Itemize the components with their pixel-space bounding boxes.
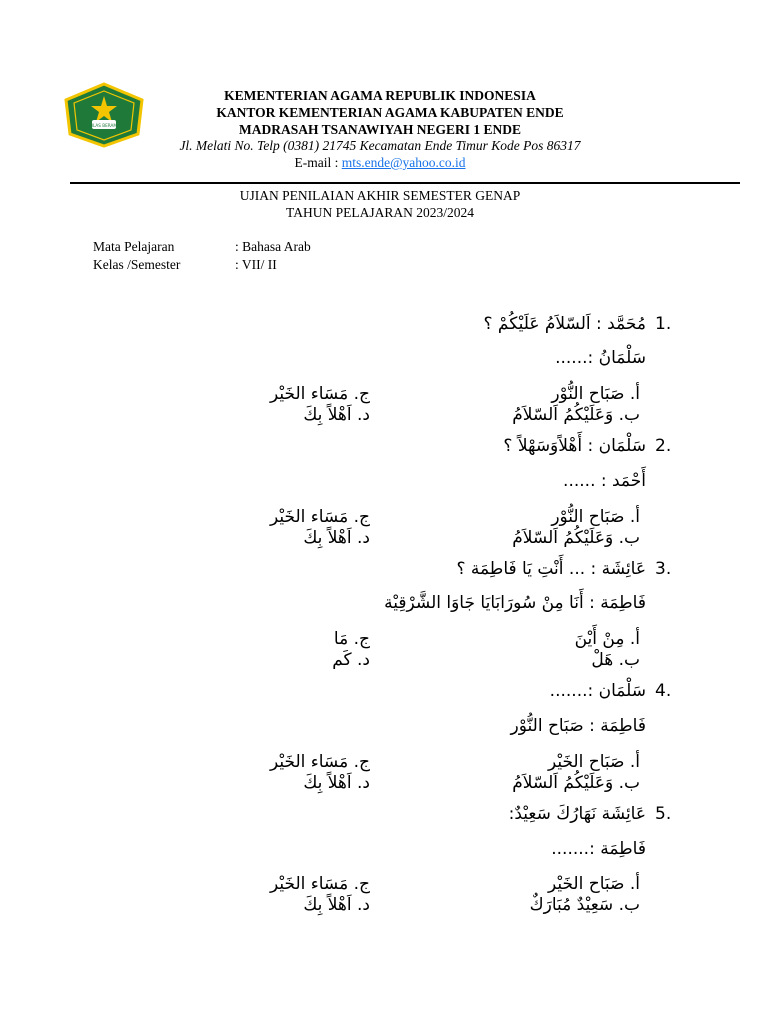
question-number: 3. (655, 559, 672, 579)
exam-year: TAHUN PELAJARAN 2023/2024 (286, 205, 474, 220)
option-a: أ. صَبَاح الخَيْر (547, 874, 640, 894)
question-response: فَاطِمَة :....... (551, 839, 646, 859)
question-prompt: عَائِشَة نَهَارُكَ سَعِيْدٌ: (508, 804, 646, 824)
question-number: 1. (655, 314, 672, 334)
option-d: د. اَهْلاً بِكَ (303, 528, 370, 548)
letterhead-divider (70, 182, 740, 184)
class-label: Kelas /Semester (93, 257, 181, 272)
school-name: MADRASAH TSANAWIYAH NEGERI 1 ENDE (238, 122, 522, 137)
school-address: Jl. Melati No. Telp (0381) 21745 Kecamatan Ende Timur Kode Pos 86317 (179, 138, 581, 153)
option-b: ب. سَعِيْدٌ مُبَارَكٌ (529, 895, 640, 915)
option-b: ب. وَعَلَيْكُمُ اَلسّلاَمُ (512, 773, 640, 793)
email-line (150, 154, 610, 171)
option-d: د. اَهْلاً بِكَ (303, 773, 370, 793)
option-c: ج. مَسَاء الخَيْر (269, 384, 370, 404)
question-prompt: سَلْمَان : أَهْلاًوَسَهْلاً ؟ (503, 436, 646, 456)
ministry-name: KEMENTERIAN AGAMA REPUBLIK INDONESIA (224, 88, 536, 103)
email-link[interactable]: mts.ende@yahoo.co.id (341, 155, 466, 170)
option-b: ب. هَلْ (591, 650, 640, 670)
option-d: د. اَهْلاً بِكَ (303, 405, 370, 425)
option-b: ب. وَعَلَيْكُمُ اَلسّلاَمُ (512, 528, 640, 548)
option-c: ج. مَسَاء الخَيْر (269, 752, 370, 772)
question-response: سَلْمَانُ :...... (555, 348, 646, 368)
question-prompt: عَائِشَة : ... أَنْتِ يَا فَاطِمَة ؟ (456, 559, 646, 579)
option-a: أ. صَبَاح النُّوْر (551, 384, 640, 404)
question-number: 2. (655, 436, 672, 456)
option-c: ج. مَسَاء الخَيْر (269, 507, 370, 527)
option-b: ب. وَعَلَيْكُمُ اَلسّلاَمُ (512, 405, 640, 425)
option-c: ج. مَا (333, 629, 370, 649)
option-a: أ. صَبَاح الخَيْر (547, 752, 640, 772)
option-a: أ. مِنْ أَيْنَ (574, 629, 640, 649)
question-response: أَحْمَد : ...... (563, 471, 646, 491)
option-c: ج. مَسَاء الخَيْر (269, 874, 370, 894)
subject-label: Mata Pelajaran (93, 239, 175, 254)
kemenag-logo (62, 82, 146, 148)
question-number: 5. (655, 804, 672, 824)
class-value: : VII/ II (235, 257, 277, 272)
logo-text: IKHLAS BERAMAL (85, 123, 123, 128)
office-name: KANTOR KEMENTERIAN AGAMA KABUPATEN ENDE (216, 105, 564, 120)
question-prompt: مُحَمَّد : اَلسّلاَمُ عَلَيْكُمْ ؟ (483, 314, 646, 334)
question-number: 4. (655, 681, 672, 701)
option-a: أ. صَبَاح النُّوْر (551, 507, 640, 527)
question-response: فَاطِمَة : أَنَا مِنْ سُورَابَايَا جَاوَا الشَّرْقِيْة (384, 593, 646, 613)
option-d: د. كَم (332, 650, 370, 670)
option-d: د. اَهْلاً بِكَ (303, 895, 370, 915)
exam-title: UJIAN PENILAIAN AKHIR SEMESTER GENAP (239, 188, 521, 203)
question-response: فَاطِمَة : صَبَاح النُّوْر (510, 716, 646, 736)
email-label: E-mail : (294, 155, 342, 170)
question-prompt: سَلْمَان :....... (549, 681, 646, 701)
subject-value: : Bahasa Arab (235, 239, 311, 254)
